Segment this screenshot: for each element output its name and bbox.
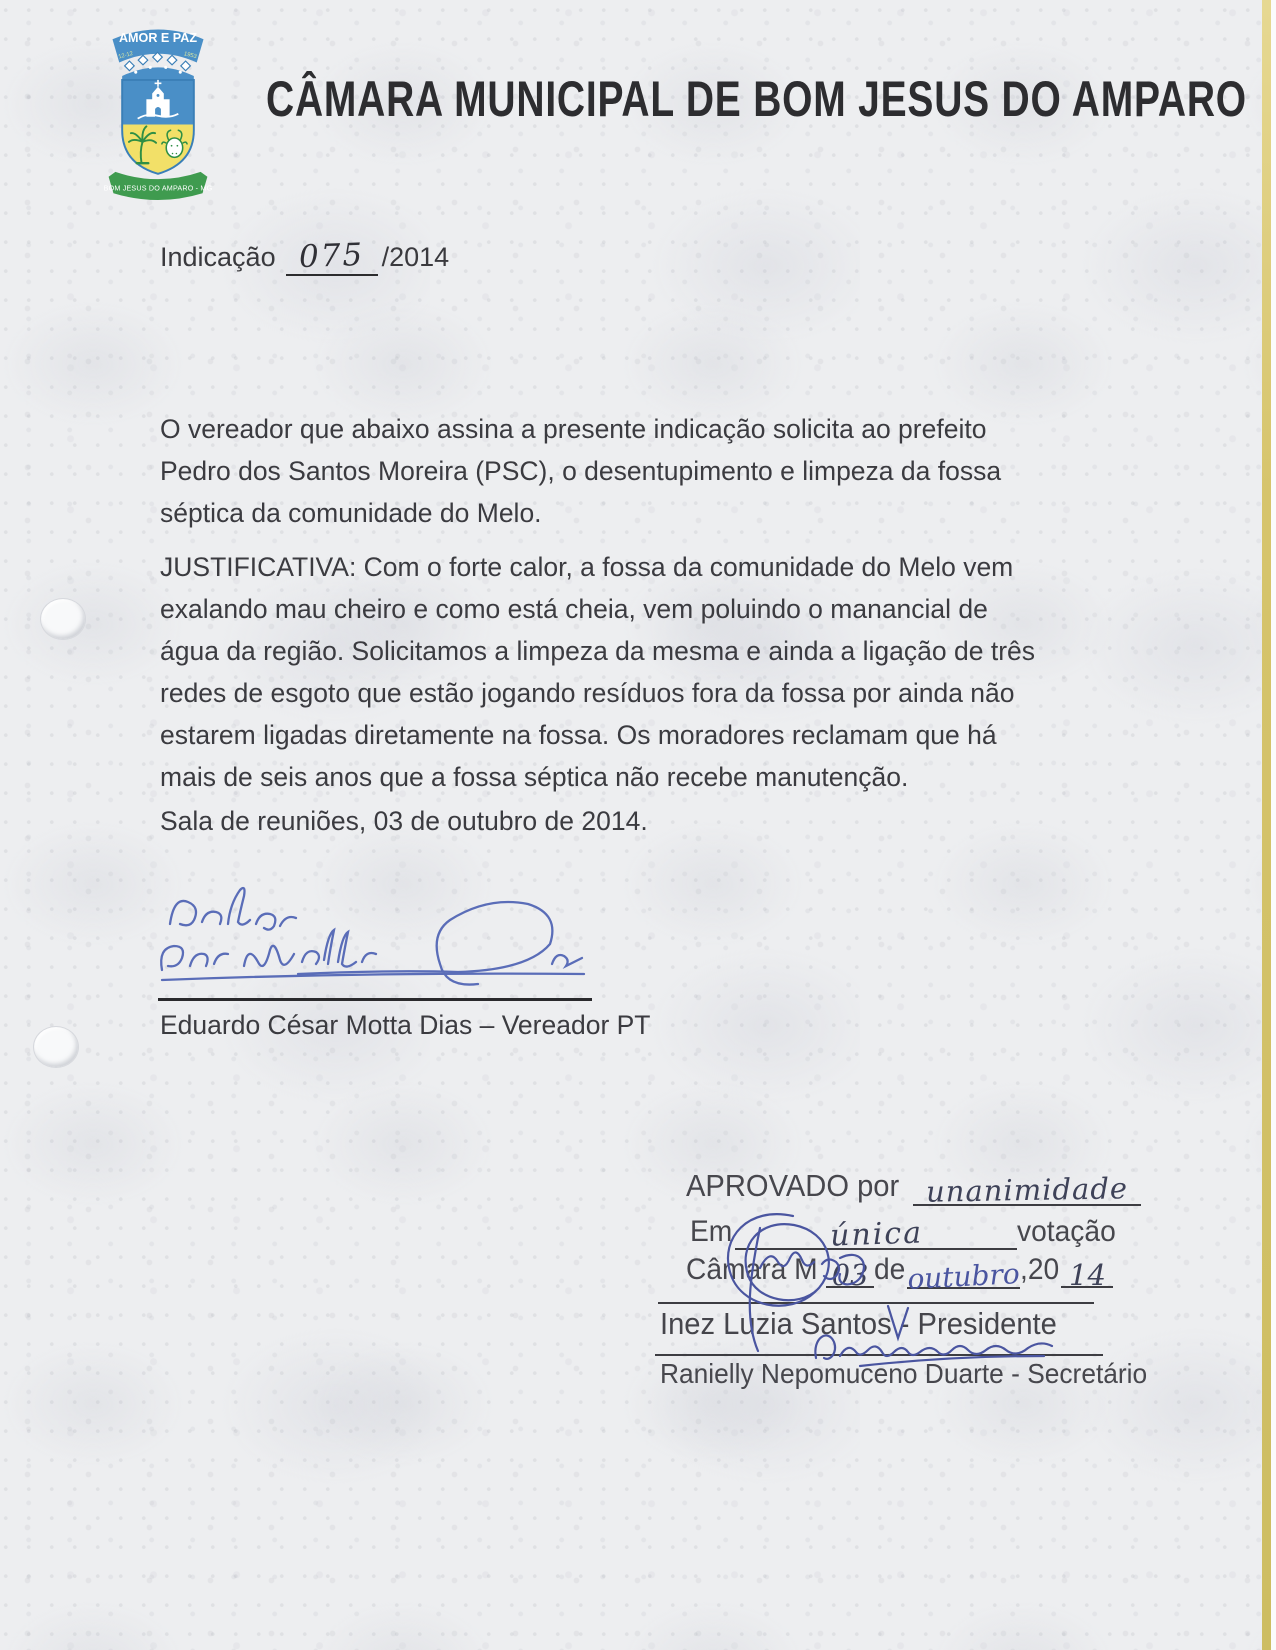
paragraph-request [160,414,1001,540]
year-handwritten: 14 [1069,1258,1106,1292]
em-label: Em [690,1215,733,1248]
secretary-name-line: Ranielly Nepomuceno Duarte - Secretário [660,1358,1148,1389]
text-line: mais de seis anos que a fossa séptica não recebe manutenção. [160,762,909,792]
secretary-signature-icon [800,1312,1070,1382]
year-prefix: ,20 [1019,1253,1059,1286]
doc-number-handwritten: 075 [298,236,365,276]
text-line: exalando mau cheiro e como está cheia, vem poluindo o manancial de [160,594,988,624]
punch-hole [40,598,86,640]
doc-number-label: Indicação [160,242,276,272]
text-line: Pedro dos Santos Moreira (PSC), o desentupimento e limpeza da fossa [160,456,1002,486]
doc-number-suffix: /2014 [381,242,450,272]
logo-date-left: 12-12 [117,50,134,61]
text-line: estarem ligadas diretamente na fossa. Os moradores reclamam que há [160,720,997,750]
approved-handwritten: unanimidade [925,1171,1129,1209]
paragraph-justification [160,552,1035,804]
header [266,70,1247,128]
punch-hole [33,1026,79,1068]
scan-edge-white [1271,0,1276,1650]
text-line: O vereador que abaixo assina a presente indicação solicita ao prefeito [160,414,987,444]
signature-line [158,998,592,1001]
approved-label: APROVADO por [686,1168,900,1203]
month-handwritten: outubro [906,1257,1021,1296]
scan-edge-strip [1262,0,1271,1650]
day-handwritten: 03 [831,1258,869,1292]
coat-of-arms-logo [84,16,232,200]
councilman-signature-icon [148,874,628,1004]
name-ribbon-text: BOM JESUS DO AMPARO - MG [103,184,213,193]
councilman-name-line: Eduardo César Motta Dias – Vereador PT [160,1010,651,1040]
logo-date-right: 1953 [183,51,198,61]
president-name-line: Inez Luzia Santos - Presidente [660,1306,1057,1341]
text-line: JUSTIFICATIVA: Com o forte calor, a fossa da comunidade do Melo vem [160,552,1014,582]
date-place-line: Sala de reuniões, 03 de outubro de 2014. [160,806,648,836]
camara-label: Câmara M [686,1253,818,1286]
votacao-handwritten: única [829,1215,924,1254]
text-line: redes de esgoto que estão jogando resíduos fora da fossa por ainda não [160,678,1015,708]
text-line: água da região. Solicitamos a limpeza da mesma e ainda a ligação de três [160,636,1036,666]
de-label: de [874,1253,906,1286]
motto-text: AMOR E PAZ [118,31,198,46]
doc-number-line [160,238,449,276]
text-line: séptica da comunidade do Melo. [160,498,542,528]
votacao-label: votação [1017,1215,1116,1248]
approved-blank [913,1168,1141,1209]
shield [122,80,194,174]
page-title: CÂMARA MUNICIPAL DE BOM JESUS DO AMPARO [266,71,1247,127]
doc-number-blank [286,238,378,276]
